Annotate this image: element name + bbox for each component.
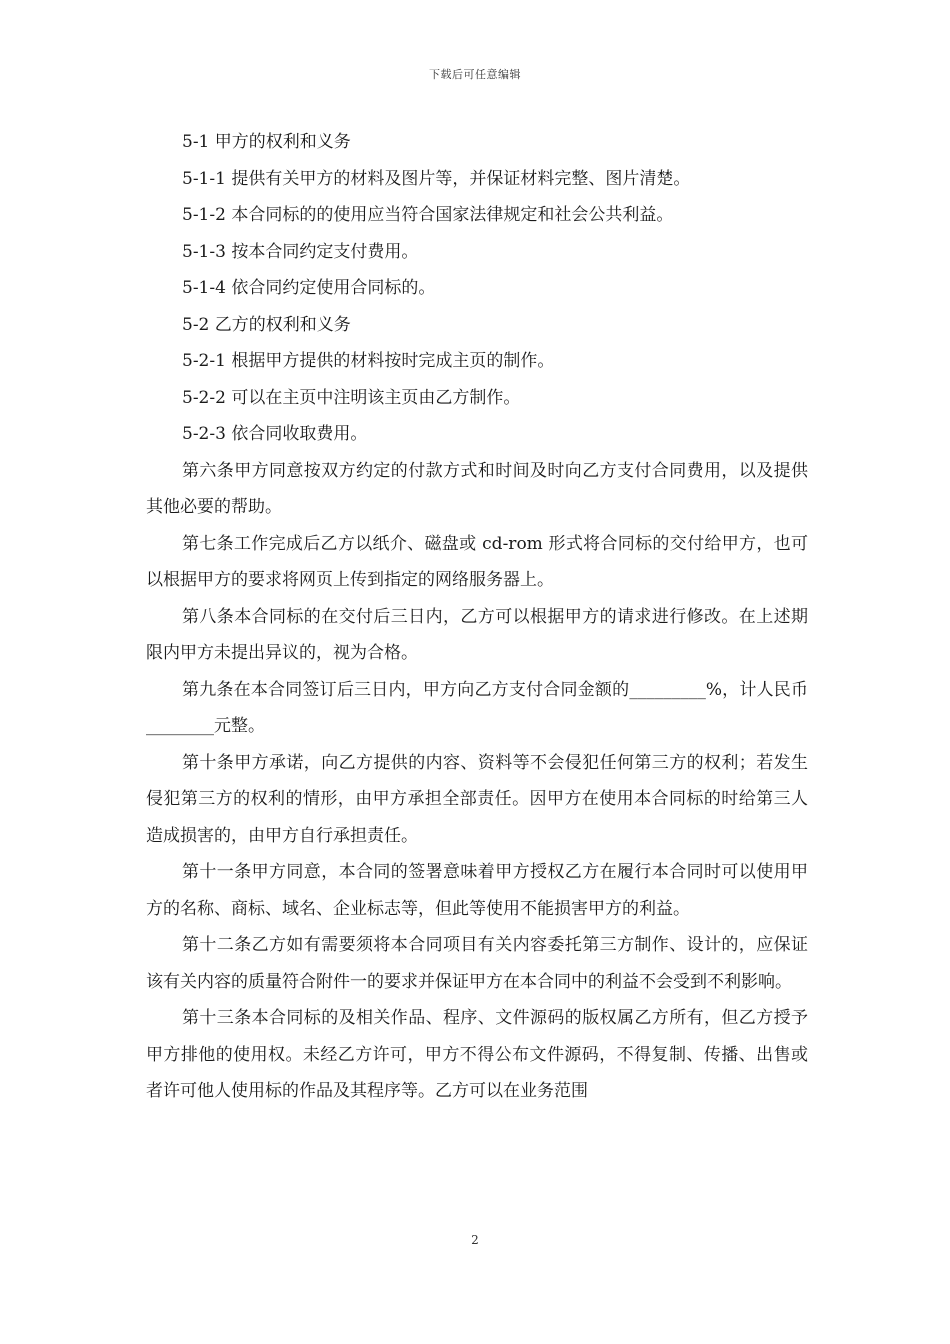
clause-5-1-3: 5-1-3 按本合同约定支付费用。 [182, 241, 419, 262]
contract-body [146, 124, 808, 1110]
article-6: 第六条甲方同意按双方约定的付款方式和时间及时向乙方支付合同费用，以及提供其他必要的帮助。 [146, 460, 808, 517]
article-7: 第七条工作完成后乙方以纸介、磁盘或 cd-rom 形式将合同标的交付给甲方，也可以根据甲方的要求将网页上传到指定的网络服务器上。 [146, 533, 808, 590]
clause-5-1-4: 5-1-4 依合同约定使用合同标的。 [182, 278, 436, 298]
clause-5-2-2: 5-2-2 可以在主页中注明该主页由乙方制作。 [182, 387, 521, 408]
header-note: 下载后可任意编辑 [429, 68, 521, 81]
clause-5-1: 5-1 甲方的权利和义务 [182, 132, 351, 152]
article-11: 第十一条甲方同意，本合同的签署意味着甲方授权乙方在履行本合同时可以使用甲方的名称、商标、域名、企业标志等，但此等使用不能损害甲方的利益。 [146, 862, 808, 919]
clause-5-1-2: 5-1-2 本合同标的的使用应当符合国家法律规定和社会公共利益。 [182, 205, 674, 225]
page-number: 2 [471, 1233, 479, 1247]
article-13: 第十三条本合同标的及相关作品、程序、文件源码的版权属乙方所有，但乙方授予甲方排他的使用权。未经乙方许可，甲方不得公布文件源码，不得复制、传播、出售或者许可他人使用标的作品及其程序等。乙方可以在业务范围 [146, 1008, 808, 1101]
clause-5-2-3: 5-2-3 依合同收取费用。 [182, 424, 368, 444]
article-12: 第十二条乙方如有需要须将本合同项目有关内容委托第三方制作、设计的，应保证该有关内容的质量符合附件一的要求并保证甲方在本合同中的利益不会受到不利影响。 [146, 935, 808, 992]
clause-5-2-1: 5-2-1 根据甲方提供的材料按时完成主页的制作。 [182, 351, 555, 371]
clause-5-2: 5-2 乙方的权利和义务 [182, 314, 351, 335]
article-8: 第八条本合同标的在交付后三日内，乙方可以根据甲方的请求进行修改。在上述期限内甲方未提出异议的，视为合格。 [146, 606, 808, 663]
article-9: 第九条在本合同签订后三日内，甲方向乙方支付合同金额的_________%，计人民币________元整。 [146, 679, 808, 736]
article-10: 第十条甲方承诺，向乙方提供的内容、资料等不会侵犯任何第三方的权利；若发生侵犯第三方的权利的情形，由甲方承担全部责任。因甲方在使用本合同标的时给第三人造成损害的，由甲方自行承担责任。 [146, 752, 808, 846]
clause-5-1-1: 5-1-1 提供有关甲方的材料及图片等，并保证材料完整、图片清楚。 [182, 168, 691, 189]
